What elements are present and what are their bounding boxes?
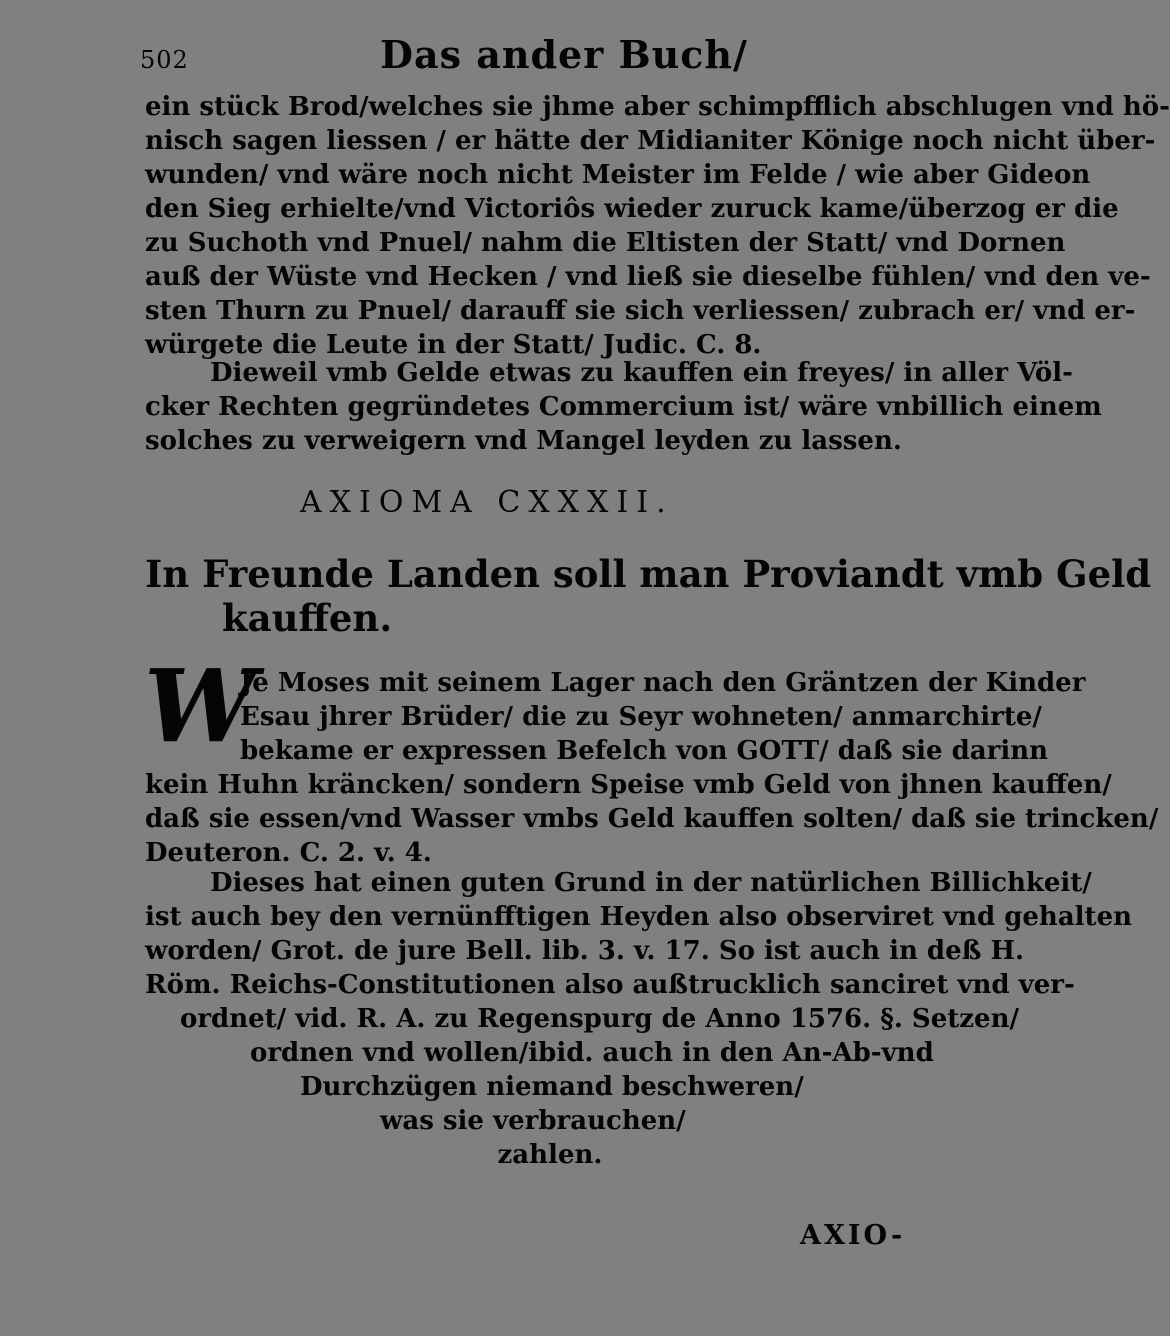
text-line: Deuteron. C. 2. v. 4.	[145, 838, 432, 868]
catchword: AXIO-	[800, 1220, 906, 1251]
text-line: cker Rechten gegründetes Commercium ist/ wäre vnbillich einem	[145, 392, 1102, 422]
text-line: kein Huhn kräncken/ sondern Speise vmb Geld von jhnen kauffen/	[145, 770, 1112, 800]
text-line: wunden/ vnd wäre noch nicht Meister im Felde / wie aber Gideon	[145, 160, 1091, 190]
text-line: den Sieg erhielte/vnd Victoriôs wieder zuruck kame/überzog er die	[145, 194, 1119, 224]
text-line: Röm. Reichs-Constitutionen also außtrucklich sanciret vnd ver-	[145, 970, 1075, 1000]
page-header	[140, 32, 920, 82]
text-line: ordnet/ vid. R. A. zu Regenspurg de Anno 1576. §. Setzen/	[180, 1004, 1019, 1034]
text-line: solches zu verweigern vnd Mangel leyden zu lassen.	[145, 426, 902, 456]
text-line: ein stück Brod/welches sie jhme aber schimpfflich abschlugen vnd hö-	[145, 92, 1170, 122]
decorated-initial: W	[144, 647, 257, 765]
running-title: Das ander Buch/	[380, 32, 748, 77]
text-line: zahlen.	[497, 1140, 603, 1170]
text-line: Dieweil vmb Gelde etwas zu kauffen ein freyes/ in aller Völ-	[210, 358, 1073, 388]
text-line: Esau jhrer Brüder/ die zu Seyr wohneten/ anmarchirte/	[240, 702, 1042, 732]
text-line: ordnen vnd wollen/ibid. auch in den An-Ab-vnd	[250, 1038, 934, 1068]
text-line: zu Suchoth vnd Pnuel/ nahm die Eltisten der Statt/ vnd Dornen	[145, 228, 1066, 258]
text-line: worden/ Grot. de jure Bell. lib. 3. v. 17. So ist auch in deß H.	[145, 936, 1025, 966]
text-line: ist auch bey den vernünfftigen Heyden also observiret vnd gehalten	[145, 902, 1133, 932]
text-line: sten Thurn zu Pnuel/ darauff sie sich verliessen/ zubrach er/ vnd er-	[145, 296, 1136, 326]
axiom-heading: AXIOMA CXXXII.	[300, 485, 674, 520]
axiom-title-continued: kauffen.	[222, 596, 393, 640]
text-line: bekame er expressen Befelch von GOTT/ daß sie darinn	[240, 736, 1049, 766]
text-line: daß sie essen/vnd Wasser vmbs Geld kauffen solten/ daß sie trincken/	[145, 804, 1159, 834]
text-line: was sie verbrauchen/	[380, 1106, 686, 1136]
text-line: auß der Wüste vnd Hecken / vnd ließ sie dieselbe fühlen/ vnd den ve-	[145, 262, 1151, 292]
text-line: Durchzügen niemand beschweren/	[300, 1072, 804, 1102]
page-number: 502	[140, 46, 189, 74]
text-line: würgete die Leute in der Statt/ Judic. C. 8.	[145, 330, 762, 360]
axiom-title: In Freunde Landen soll man Proviandt vmb Geld	[145, 552, 1152, 596]
text-line: Je Moses mit seinem Lager nach den Gräntzen der Kinder	[240, 668, 1086, 698]
text-line: Dieses hat einen guten Grund in der natürlichen Billichkeit/	[210, 868, 1092, 898]
text-line: nisch sagen liessen / er hätte der Midianiter Könige noch nicht über-	[145, 126, 1156, 156]
